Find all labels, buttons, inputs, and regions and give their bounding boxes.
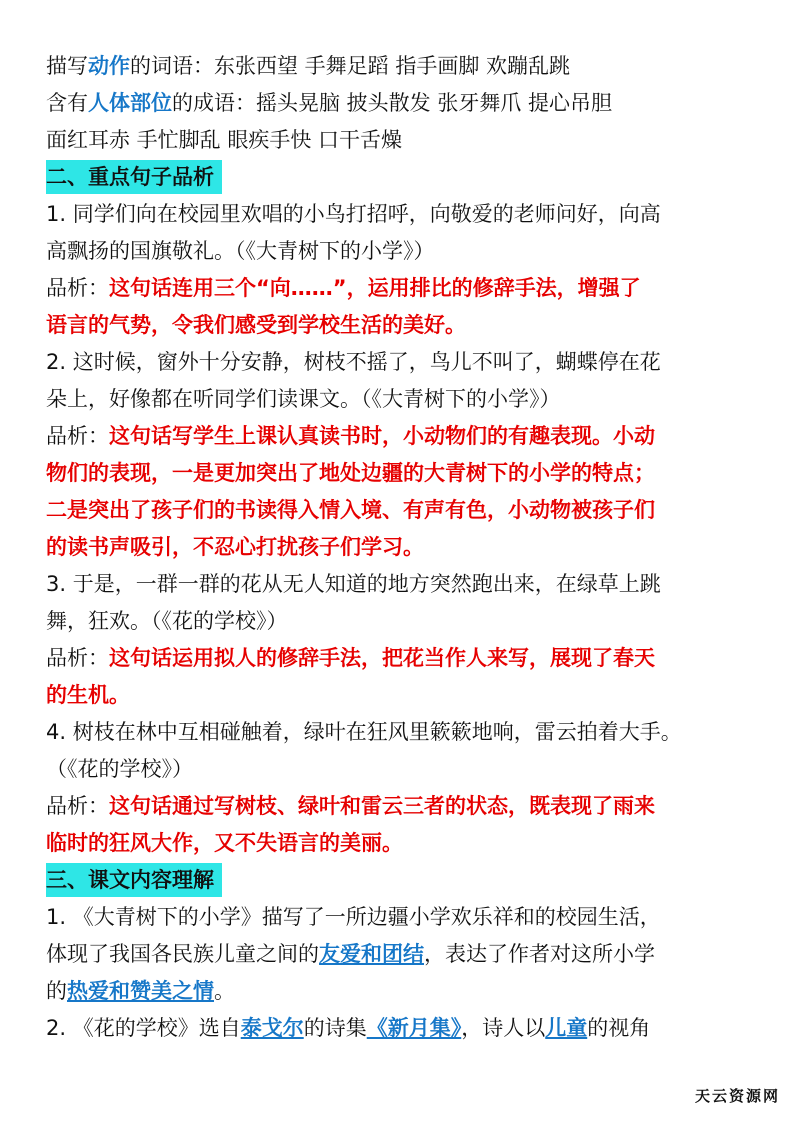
text-span: 品析： xyxy=(46,276,109,300)
text-span: 3. 于是，一群一群的花从无人知道的地方突然跑出来，在绿草上跳 xyxy=(46,572,661,596)
text-line xyxy=(46,788,756,825)
text-line xyxy=(46,418,756,455)
text-span: 儿童 xyxy=(545,1016,588,1040)
text-line xyxy=(46,381,756,418)
text-span: 的成语：摇头晃脑 披头散发 张牙舞爪 提心吊胆 xyxy=(172,91,613,115)
text-span: 品析： xyxy=(46,424,109,448)
heading-highlight xyxy=(46,863,222,897)
text-span: 1. 《大青树下的小学》描写了一所边疆小学欢乐祥和的校园生活， xyxy=(46,905,661,929)
text-line xyxy=(46,196,756,233)
text-span: 品析： xyxy=(46,794,109,818)
text-span: ，诗人以 xyxy=(461,1016,546,1040)
text-span: 《新月集》 xyxy=(366,1016,462,1040)
text-line xyxy=(46,936,756,973)
text-span: （《花的学校》） xyxy=(46,757,193,781)
text-line xyxy=(46,455,756,492)
text-span: 这句话运用拟人的修辞手法，把花当作人来写，展现了春天 xyxy=(109,646,655,670)
text-span: 这句话通过写树枝、绿叶和雷云三者的状态，既表现了雨来 xyxy=(109,794,655,818)
text-span: 人体部位 xyxy=(88,91,172,115)
text-span: 热爱和赞美之情 xyxy=(67,979,214,1003)
text-line xyxy=(46,344,756,381)
text-span: 二是突出了孩子们的书读得入情入境、有声有色，小动物被孩子们 xyxy=(46,498,655,522)
text-span: 泰戈尔 xyxy=(240,1016,304,1040)
text-span: 的诗集 xyxy=(303,1016,367,1040)
text-span: 2. 这时候，窗外十分安静，树枝不摇了，鸟儿不叫了，蝴蝶停在花 xyxy=(46,350,661,374)
text-span: 含有 xyxy=(46,91,88,115)
text-line xyxy=(46,825,756,862)
text-span: 朵上，好像都在听同学们读课文。（《大青树下的小学》） xyxy=(46,387,561,411)
text-line xyxy=(46,973,756,1010)
text-span: 三、课文内容理解 xyxy=(46,868,214,892)
text-span: 。 xyxy=(214,979,235,1003)
text-line xyxy=(46,640,756,677)
document-body xyxy=(46,48,756,1047)
text-span: 体现了我国各民族儿童之间的 xyxy=(46,942,319,966)
text-line xyxy=(46,307,756,344)
text-span: ，表达了作者对这所小学 xyxy=(424,942,655,966)
section-heading xyxy=(46,862,756,899)
text-span: 1. 同学们向在校园里欢唱的小鸟打招呼，向敬爱的老师问好，向高 xyxy=(46,202,661,226)
heading-highlight xyxy=(46,160,222,194)
text-line xyxy=(46,751,756,788)
text-span: 2. 《花的学校》选自 xyxy=(46,1016,241,1040)
text-span: 的生机。 xyxy=(46,683,130,707)
text-line xyxy=(46,529,756,566)
text-line xyxy=(46,270,756,307)
text-span: 物们的表现，一是更加突出了地处边疆的大青树下的小学的特点； xyxy=(46,461,655,485)
text-span: 的视角 xyxy=(587,1016,651,1040)
text-line xyxy=(46,122,756,159)
text-line xyxy=(46,603,756,640)
text-span: 舞，狂欢。（《花的学校》） xyxy=(46,609,288,633)
text-line xyxy=(46,1010,756,1047)
text-line xyxy=(46,492,756,529)
text-line xyxy=(46,233,756,270)
text-line xyxy=(46,85,756,122)
text-span: 临时的狂风大作，又不失语言的美丽。 xyxy=(46,831,403,855)
section-heading xyxy=(46,159,756,196)
text-line xyxy=(46,714,756,751)
text-span: 品析： xyxy=(46,646,109,670)
text-line xyxy=(46,48,756,85)
text-span: 二、重点句子品析 xyxy=(46,165,214,189)
text-span: 语言的气势，令我们感受到学校生活的美好。 xyxy=(46,313,466,337)
watermark-logo: 天云资源网 xyxy=(695,1087,781,1105)
text-span: 这句话写学生上课认真读书时，小动物们的有趣表现。小动 xyxy=(109,424,655,448)
text-span: 的词语：东张西望 手舞足蹈 指手画脚 欢蹦乱跳 xyxy=(130,54,571,78)
text-span: 4. 树枝在林中互相碰触着，绿叶在狂风里簌簌地响，雷云拍着大手。 xyxy=(46,720,682,744)
text-line xyxy=(46,566,756,603)
text-span: 描写 xyxy=(46,54,88,78)
text-span: 友爱和团结 xyxy=(319,942,424,966)
text-line xyxy=(46,899,756,936)
text-span: 高飘扬的国旗敬礼。（《大青树下的小学》） xyxy=(46,239,435,263)
text-span: 动作 xyxy=(88,54,130,78)
text-span: 这句话连用三个“向……”，运用排比的修辞手法，增强了 xyxy=(109,276,641,300)
text-span: 的 xyxy=(46,979,67,1003)
text-span: 面红耳赤 手忙脚乱 眼疾手快 口干舌燥 xyxy=(46,128,403,152)
text-line xyxy=(46,677,756,714)
text-span: 的读书声吸引，不忍心打扰孩子们学习。 xyxy=(46,535,424,559)
